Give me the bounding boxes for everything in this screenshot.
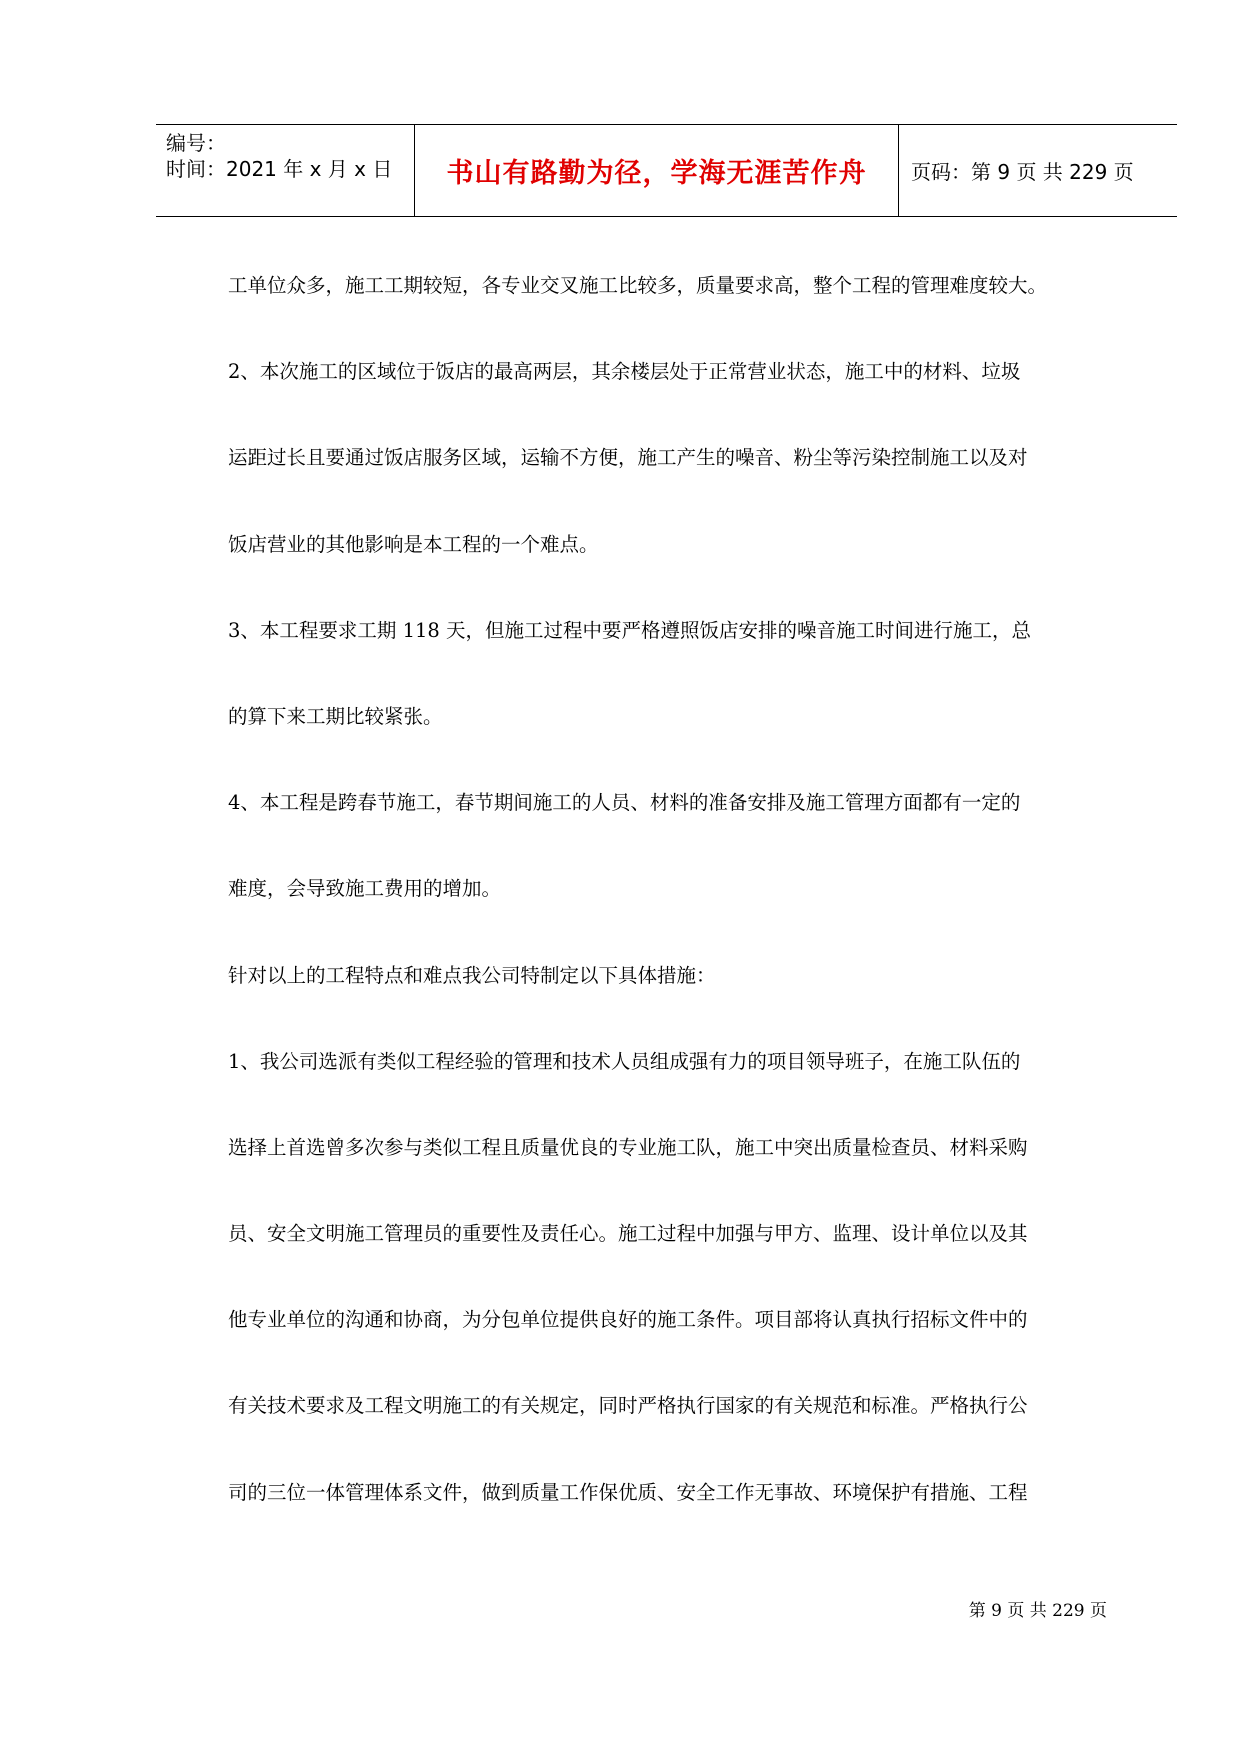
body-line: 难度，会导致施工费用的增加。 <box>228 877 502 901</box>
body-line: 他专业单位的沟通和协商，为分包单位提供良好的施工条件。项目部将认真执行招标文件中的 <box>228 1308 1028 1332</box>
body-line: 1、我公司选派有类似工程经验的管理和技术人员组成强有力的项目领导班子，在施工队伍的 <box>228 1049 1021 1073</box>
header-info-cell <box>156 125 415 216</box>
header-table <box>156 124 1177 217</box>
serial-number-label: 编号： <box>166 131 226 155</box>
document-body <box>228 258 1108 1551</box>
motto-cell <box>415 125 899 216</box>
body-line: 4、本工程是跨春节施工，春节期间施工的人员、材料的准备安排及施工管理方面都有一定的 <box>228 791 1021 815</box>
body-line: 2、本次施工的区域位于饭店的最高两层，其余楼层处于正常营业状态，施工中的材料、垃圾 <box>228 360 1021 384</box>
body-line: 针对以上的工程特点和难点我公司特制定以下具体措施： <box>228 963 716 987</box>
page-code-cell <box>899 125 1177 216</box>
date-label: 时间：2021 年 x 月 x 日 <box>166 157 393 181</box>
page-code-text: 页码：第 9 页 共 229 页 <box>911 160 1134 184</box>
body-line: 运距过长且要通过饭店服务区域，运输不方便，施工产生的噪音、粉尘等污染控制施工以及对 <box>228 446 1028 470</box>
body-line: 工单位众多，施工工期较短，各专业交叉施工比较多，质量要求高，整个工程的管理难度较大。 <box>228 274 1048 297</box>
body-line: 司的三位一体管理体系文件，做到质量工作保优质、安全工作无事故、环境保护有措施、工程 <box>228 1480 1028 1504</box>
body-line: 3、本工程要求工期 118 天，但施工过程中要严格遵照饭店安排的噪音施工时间进行施工，总 <box>228 618 1032 642</box>
page-footer: 第 9 页 共 229 页 <box>968 1601 1107 1621</box>
motto-text: 书山有路勤为径，学海无涯苦作舟 <box>446 158 867 189</box>
body-line: 饭店营业的其他影响是本工程的一个难点。 <box>228 532 599 556</box>
body-line: 有关技术要求及工程文明施工的有关规定，同时严格执行国家的有关规范和标准。严格执行公 <box>228 1394 1028 1418</box>
body-line: 选择上首选曾多次参与类似工程且质量优良的专业施工队，施工中突出质量检查员、材料采购 <box>228 1135 1028 1159</box>
body-line: 员、安全文明施工管理员的重要性及责任心。施工过程中加强与甲方、监理、设计单位以及其 <box>228 1222 1028 1246</box>
body-line: 的算下来工期比较紧张。 <box>228 704 443 728</box>
